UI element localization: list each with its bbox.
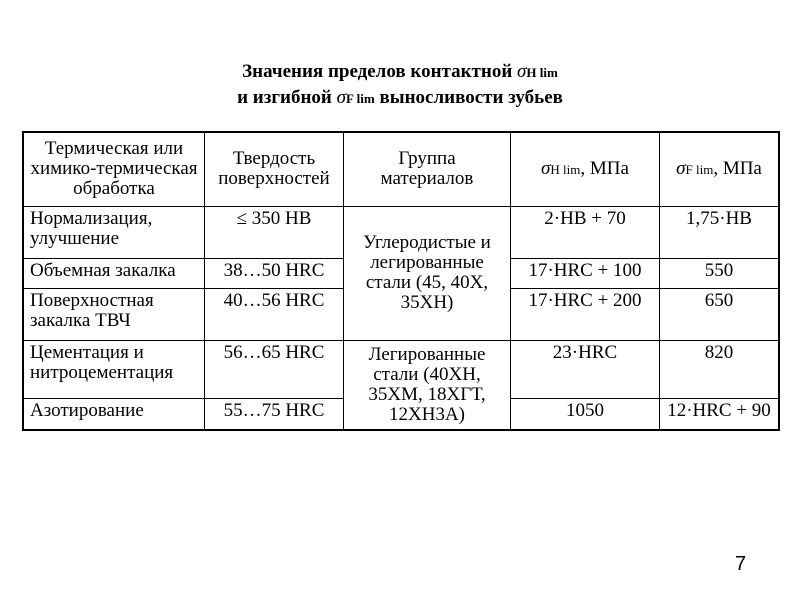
page-number: 7 [735,553,747,575]
table-row [23,206,779,258]
cell-sigma-f: 12·HRC + 90 [660,398,780,430]
cell-hardness: ≤ 350 HB [205,206,344,258]
cell-sigma-h: 2·HB + 70 [511,206,660,258]
cell-material-group-1: Углеродистые и легированные стали (45, 40Х, 35ХН) [344,206,511,340]
cell-treatment: Азотирование [23,398,205,430]
header-treatment: Термическая или химико-термическая обработка [23,132,205,206]
cell-sigma-h: 23·HRC [511,340,660,398]
cell-sigma-h: 17·HRC + 200 [511,288,660,340]
cell-material-group-2: Легированные стали (40ХН, 35ХМ, 18ХГТ, 12ХН3А) [344,340,511,430]
cell-treatment: Объемная закалка [23,258,205,288]
cell-hardness: 40…56 HRC [205,288,344,340]
cell-sigma-f: 650 [660,288,780,340]
limits-table [22,131,780,431]
cell-sigma-f: 820 [660,340,780,398]
cell-sigma-f: 1,75·HB [660,206,780,258]
page-title-line-1: Значения пределов контактной σH lim [242,61,558,82]
cell-hardness: 55…75 HRC [205,398,344,430]
page-title-line-2: и изгибной σF lim выносливости зубьев [237,87,563,108]
table-header-row [23,132,779,206]
cell-sigma-f: 550 [660,258,780,288]
cell-treatment: Поверхностная закалка ТВЧ [23,288,205,340]
cell-treatment: Нормализация, улучшение [23,206,205,258]
cell-hardness: 38…50 HRC [205,258,344,288]
cell-treatment: Цементация и нитроцементация [23,340,205,398]
header-material-group: Группа материалов [344,132,511,206]
header-hardness: Твердость поверхностей [205,132,344,206]
cell-sigma-h: 1050 [511,398,660,430]
cell-sigma-h: 17·HRC + 100 [511,258,660,288]
header-sigma-f: σF lim, МПа [660,132,780,206]
cell-hardness: 56…65 HRC [205,340,344,398]
header-sigma-h: σH lim, МПа [511,132,660,206]
table-row [23,340,779,398]
